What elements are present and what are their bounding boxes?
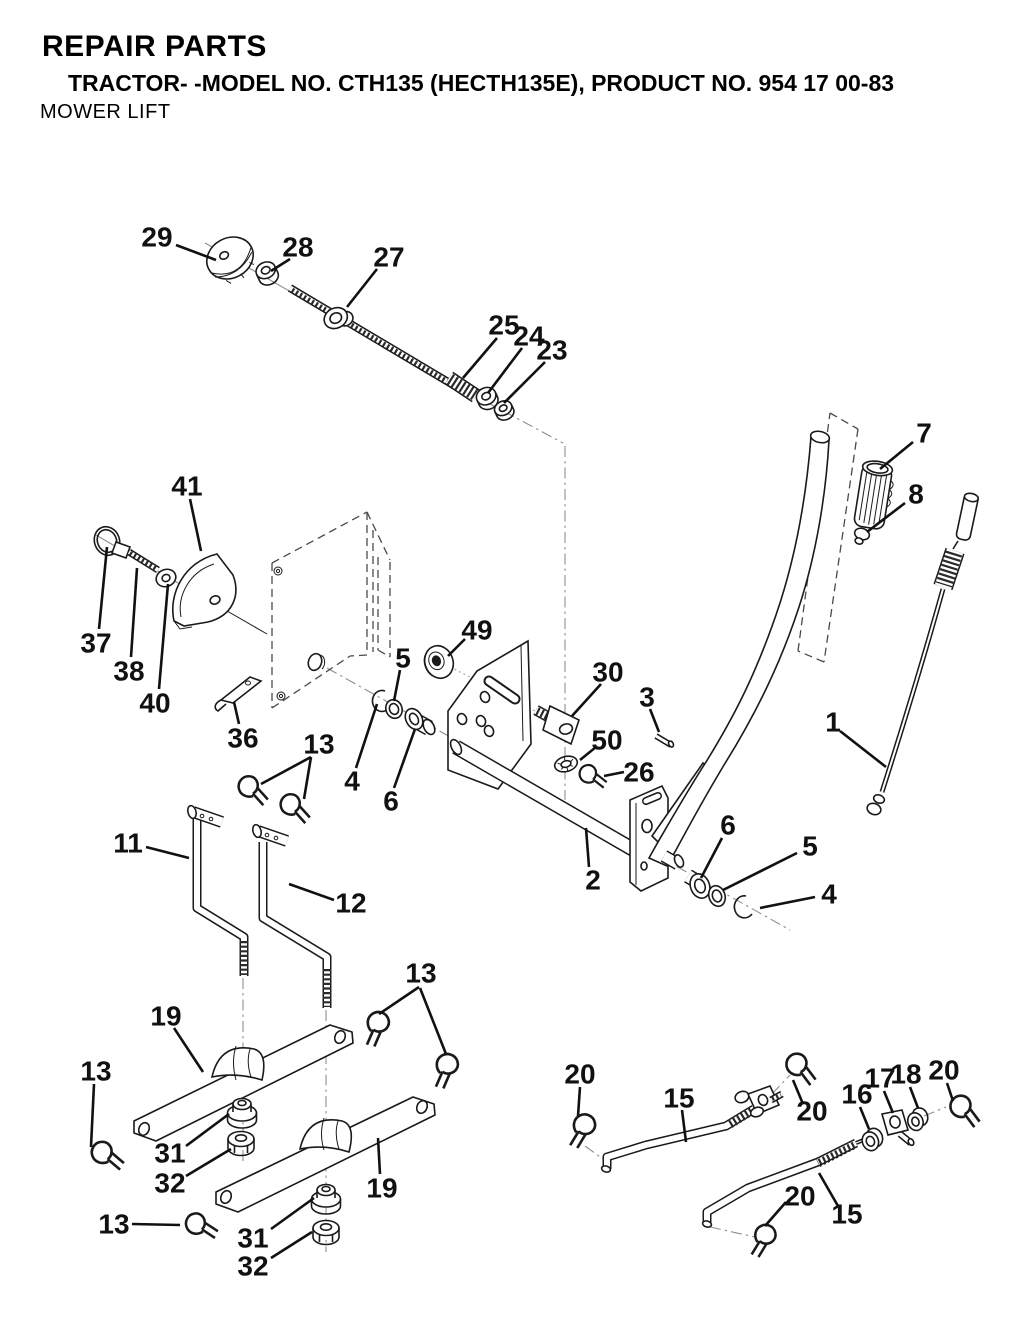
part-label-5: 5: [802, 830, 818, 862]
leader-line-13: [261, 757, 311, 784]
part-label-20: 20: [796, 1095, 828, 1127]
leader-line-32: [271, 1232, 312, 1258]
leader-line-20: [947, 1083, 953, 1101]
hairpin-clips: [89, 764, 986, 1258]
part-label-32: 32: [154, 1167, 186, 1199]
leader-line-12: [289, 884, 334, 900]
part-label-20: 20: [928, 1054, 960, 1086]
part-label-24: 24: [513, 320, 545, 352]
part-49-pivot-disc: [420, 642, 458, 683]
part-25-trunnion-sleeve: [449, 378, 476, 396]
part-41-lift-cam-bracket: [173, 554, 236, 629]
part-label-20: 20: [564, 1058, 596, 1090]
part-label-41: 41: [171, 470, 203, 502]
part-label-16: 16: [841, 1078, 873, 1110]
part-label-27: 27: [373, 241, 405, 273]
model-subtitle: TRACTOR- -MODEL NO. CTH135 (HECTH135E), PRODUCT NO. 954 17 00-83: [68, 70, 895, 96]
part-label-40: 40: [139, 687, 171, 719]
part-label-20: 20: [784, 1180, 816, 1212]
leader-line-13: [304, 757, 311, 799]
leader-line-36: [234, 702, 239, 724]
part-7-handle-grip: [853, 459, 896, 530]
part-label-37: 37: [80, 627, 112, 659]
part-label-28: 28: [282, 231, 314, 263]
leader-line-30: [572, 684, 601, 716]
part-label-6: 6: [720, 809, 736, 841]
part-20-clip: [752, 1224, 776, 1258]
part-label-2: 2: [585, 864, 601, 896]
leader-line-25: [463, 338, 497, 378]
part-label-12: 12: [335, 887, 367, 919]
leader-line-5: [723, 853, 797, 890]
leader-line-5: [394, 670, 400, 701]
leader-line-4: [356, 704, 377, 768]
part-label-19: 19: [150, 1000, 182, 1032]
part-label-50: 50: [591, 724, 623, 756]
leader-line-4: [760, 897, 815, 908]
leader-line-7: [880, 442, 913, 469]
leader-line-2: [586, 828, 589, 867]
panel-pivot-boss: [306, 652, 324, 672]
part-label-49: 49: [461, 614, 493, 646]
part-label-18: 18: [890, 1058, 922, 1090]
part-8-grip-button: [853, 526, 871, 545]
part-label-23: 23: [536, 334, 568, 366]
part-label-29: 29: [141, 221, 173, 253]
leader-line-23: [504, 362, 545, 403]
leader-line-37: [99, 547, 107, 629]
section-title: MOWER LIFT: [40, 101, 171, 123]
part-13-clip: [185, 1213, 219, 1239]
part-label-31: 31: [154, 1137, 186, 1169]
part-label-38: 38: [113, 655, 145, 687]
leader-line-26: [604, 772, 624, 776]
part-32-nut-upper: [228, 1132, 254, 1156]
leader-line-13: [132, 1224, 180, 1225]
leader-line-27: [347, 269, 377, 307]
leader-line-24: [488, 348, 522, 393]
leader-line-1: [840, 731, 886, 767]
leader-line-20: [578, 1087, 580, 1116]
part-50-lock-washer: [553, 754, 579, 774]
part-13-clip: [277, 791, 315, 824]
part-36-keeper-bracket: [215, 677, 261, 711]
leader-line-19: [378, 1138, 380, 1174]
leader-line-13: [420, 988, 446, 1054]
part-label-26: 26: [623, 756, 655, 788]
part-label-7: 7: [916, 417, 932, 449]
part-label-32: 32: [237, 1250, 269, 1282]
leader-line-32: [186, 1149, 231, 1176]
part-13-clip: [235, 773, 273, 806]
part-4-retaining-clip-right: [734, 896, 752, 918]
part-label-4: 4: [821, 878, 837, 910]
leader-line-38: [131, 568, 137, 657]
part-20-clip: [782, 1050, 823, 1086]
part-label-13: 13: [303, 728, 335, 760]
part-label-30: 30: [592, 656, 624, 688]
leader-line-6: [701, 838, 722, 878]
part-label-15: 15: [663, 1082, 695, 1114]
part-13-clip: [89, 1140, 127, 1170]
part-label-13: 13: [98, 1208, 130, 1240]
leader-line-11: [146, 847, 189, 858]
leader-line-31: [271, 1198, 314, 1229]
part-label-6: 6: [383, 785, 399, 817]
part-label-4: 4: [344, 765, 360, 797]
part-12-lift-link: [251, 824, 327, 1008]
leader-line-13: [91, 1084, 94, 1147]
part-label-15: 15: [831, 1198, 863, 1230]
part-label-36: 36: [227, 722, 259, 754]
part-label-25: 25: [488, 309, 520, 341]
part-13-clip: [433, 1053, 460, 1089]
leader-line-41: [190, 499, 201, 551]
part-3-roll-pin: [656, 736, 675, 748]
part-label-5: 5: [395, 642, 411, 674]
part-11-lift-link: [186, 805, 244, 976]
leader-line-16: [860, 1107, 869, 1129]
part-30-shoulder-bolt: [536, 706, 579, 744]
part-label-13: 13: [405, 957, 437, 989]
part-38-bolt: [112, 542, 158, 570]
part-13-clip: [364, 1011, 391, 1047]
part-label-17: 17: [864, 1062, 896, 1094]
part-6-bushing-left: [402, 706, 437, 737]
part-1-lift-link-rod: [866, 492, 980, 816]
part-label-8: 8: [908, 478, 924, 510]
chassis-panel-dashed: [272, 512, 390, 708]
leader-line-17: [884, 1091, 893, 1113]
page-title: REPAIR PARTS: [42, 30, 267, 63]
leader-line-13: [379, 987, 419, 1014]
part-label-3: 3: [639, 681, 655, 713]
part-20-clip: [570, 1114, 596, 1149]
part-16-nut: [859, 1126, 886, 1153]
leader-line-40: [159, 584, 168, 689]
part-label-31: 31: [237, 1222, 269, 1254]
part-label-1: 1: [825, 706, 841, 738]
leader-line-19: [174, 1028, 203, 1072]
leader-line-18: [910, 1087, 918, 1108]
part-label-19: 19: [366, 1172, 398, 1204]
part-label-11: 11: [113, 827, 143, 859]
leader-line-20: [765, 1202, 786, 1226]
part-27-adjustment-rod: [290, 288, 460, 389]
part-29-adjust-knob: [199, 229, 262, 290]
leader-line-6: [394, 729, 415, 788]
part-label-13: 13: [80, 1055, 112, 1087]
